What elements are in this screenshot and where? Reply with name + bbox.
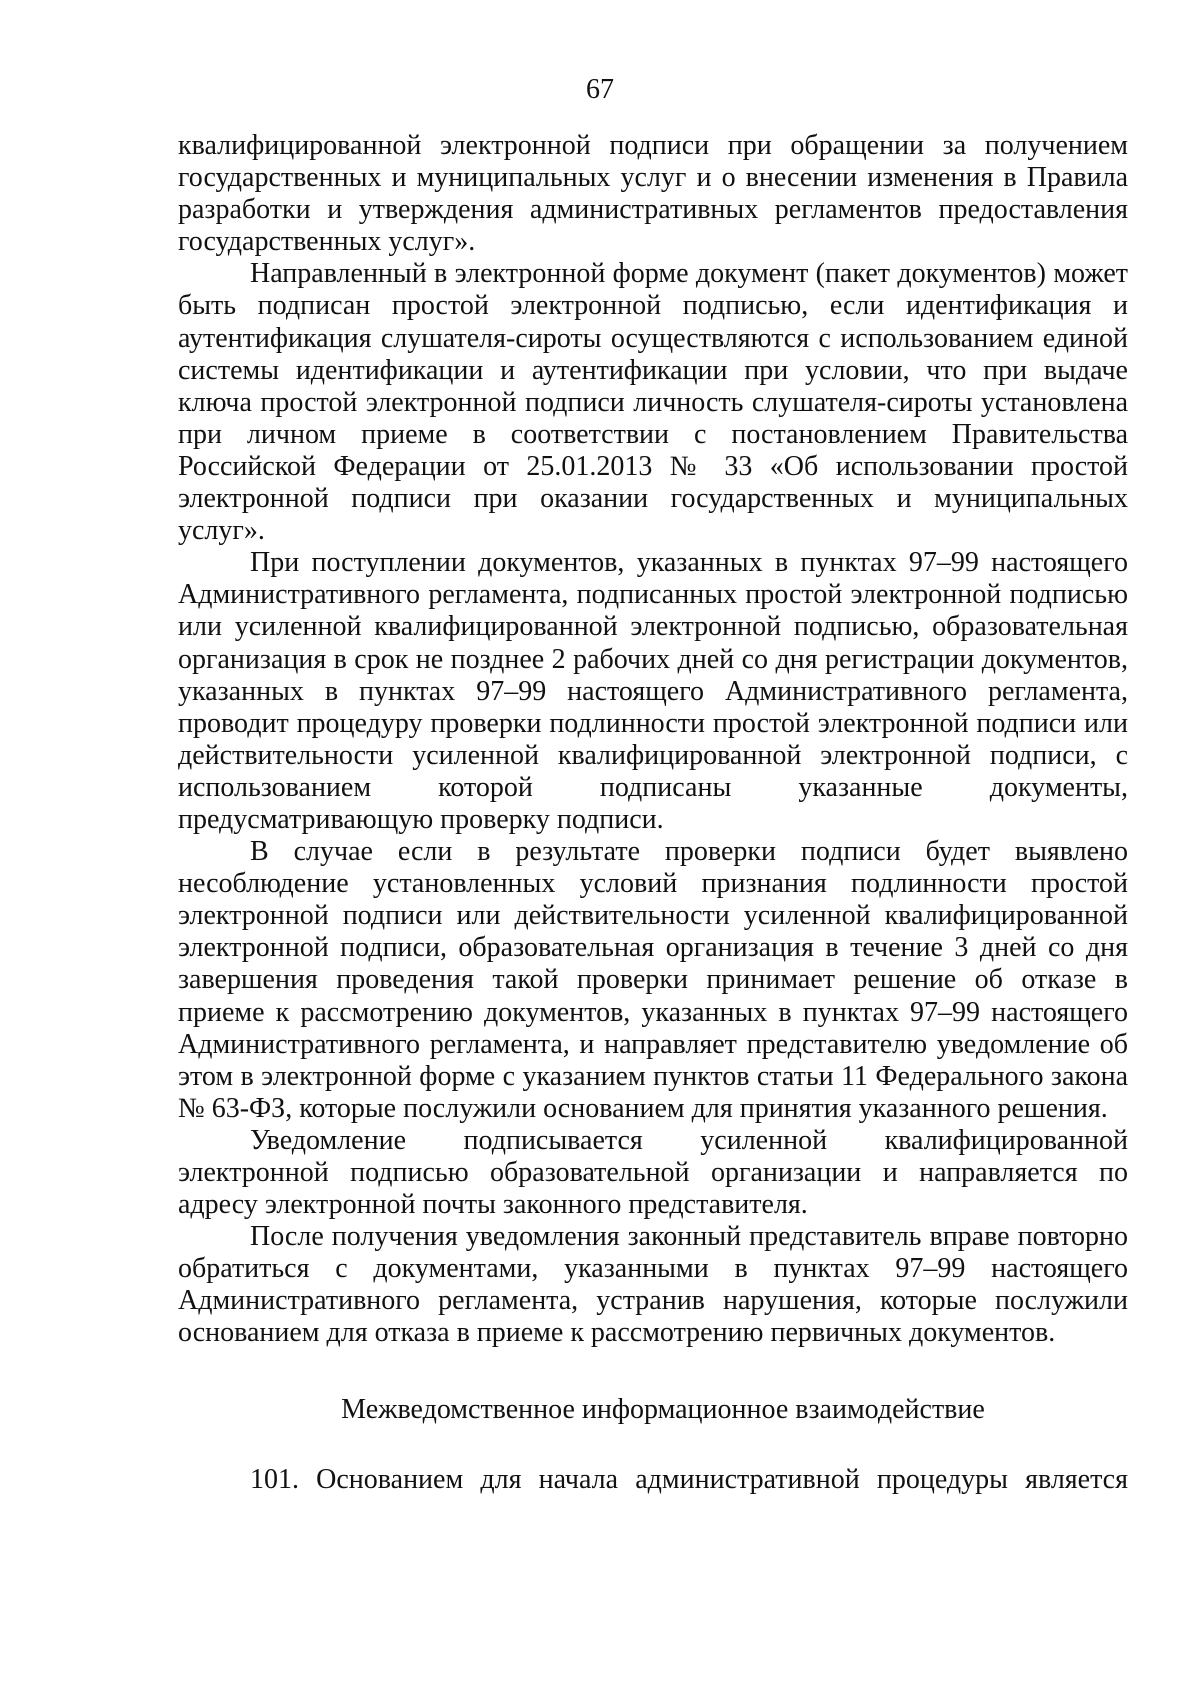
document-body bbox=[178, 130, 1128, 1496]
paragraph-101-start: 101. Основанием для начала административной процедуры является bbox=[250, 1463, 1128, 1495]
paragraph-continuation: квалифицированной электронной подписи при обращении за получением государственных и муниципальных услуг и о внесении изменения в Правила разработки и утверждения административных регламентов предоставления государственных услуг». bbox=[178, 130, 1128, 258]
paragraph-refusal-decision: В случае если в результате проверки подписи будет выявлено несоблюдение установленных условий признания подлинности простой электронной подписи или действительности усиленной квалифицированной электронной подписи, образовательная организация в течение 3 дней со дня завершения проведения такой проверки принимает решение об отказе в приеме к рассмотрению документов, указанных в пунктах 97–99 настоящего Административного регламента, и направляет представителю уведомление об этом в электронной форме с указанием пунктов статьи 11 Федерального закона № 63-ФЗ, которые послужили основанием для принятия указанного решения. bbox=[178, 836, 1128, 1124]
paragraph-signature-verification: При поступлении документов, указанных в пунктах 97–99 настоящего Административного регламента, подписанных простой электронной подписью или усиленной квалифицированной электронной подписью, образовательная организация в срок не позднее 2 рабочих дней со дня регистрации документов, указанных в пунктах 97–99 настоящего Административного регламента, проводит процедуру проверки подлинности простой электронной подписи или действительности усиленной квалифицированной электронной подписи, с использованием которой подписаны указанные документы, предусматривающую проверку подписи. bbox=[178, 547, 1128, 835]
paragraph-simple-signature: Направленный в электронной форме документ (пакет документов) может быть подписан простой электронной подписью, если идентификация и аутентификация слушателя-сироты осуществляются с использованием единой системы идентификации и аутентификации при условии, что при выдаче ключа простой электронной подписи личность слушателя-сироты установлена при личном приеме в соответствии с постановлением Правительства Российской Федерации от 25.01.2013 № 33 «Об использовании простой электронной подписи при оказании государственных и муниципальных услуг». bbox=[178, 258, 1128, 547]
section-heading: Межведомственное информационное взаимодействие bbox=[341, 1393, 985, 1425]
paragraph-resubmission: После получения уведомления законный представитель вправе повторно обратиться с документами, указанными в пунктах 97–99 настоящего Административного регламента, устранив нарушения, которые послужили основанием для отказа в приеме к рассмотрению первичных документов. bbox=[178, 1221, 1128, 1349]
page-number: 67 bbox=[586, 74, 614, 105]
paragraph-notification: Уведомление подписывается усиленной квалифицированной электронной подписью образовательной организации и направляется по адресу электронной почты законного представителя. bbox=[178, 1124, 1128, 1221]
